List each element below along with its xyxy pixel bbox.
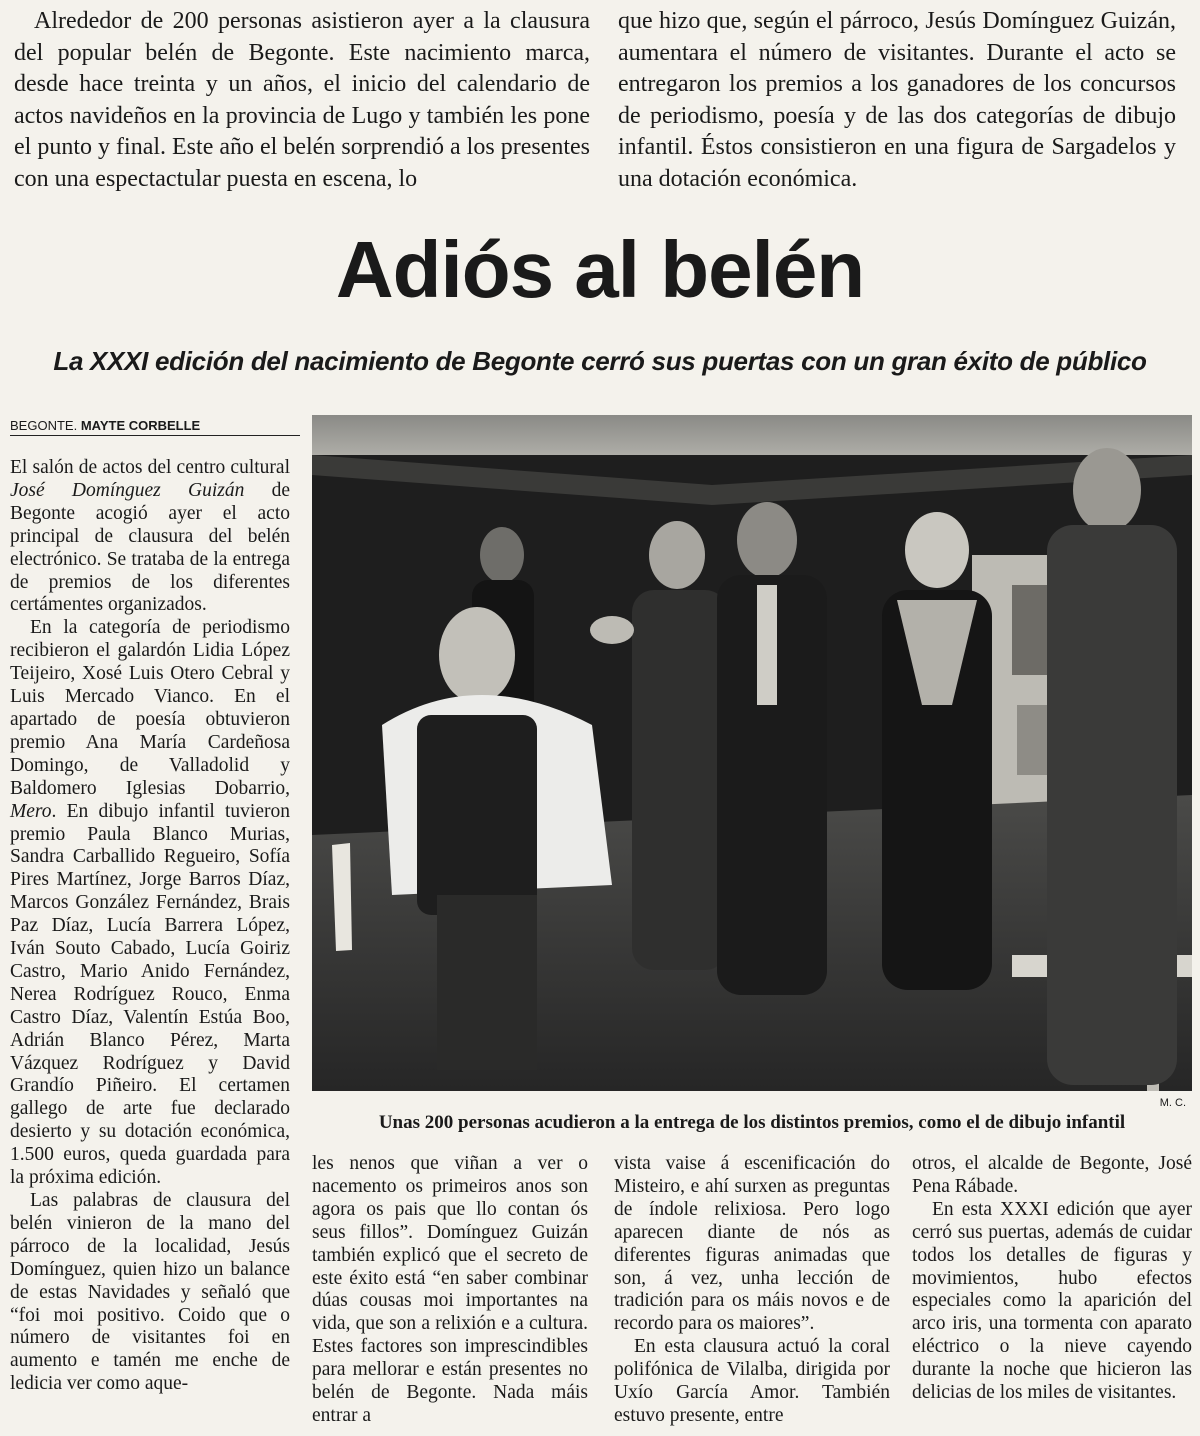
news-photo	[312, 415, 1192, 1091]
headline: Adiós al belén	[335, 225, 865, 314]
lede-right-column: que hizo que, según el párroco, Jesús Domínguez Guizán, aumentara el número de visitantes. Durante el acto se entregaron los premios a los ganadores de los concursos de periodismo, poesía y de las dos categorías de dibujo infantil. Éstos consistieron en una figura de Sargadelos y una dotación económica.	[618, 8, 1176, 192]
text-run: . En dibujo infantil tuvieron premio Paula Blanco Murias, Sandra Carballido Regueiro, Sofía Pires Martínez, Jorge Barros Díaz, Marcos González Fernández, Brais Paz Díaz, Lucía Barrera López, Iván Souto Cabado, Lucía Goiriz Castro, Mario Anido Fernández, Nerea Rodríguez Rouco, Enma Castro Díaz, Valentín Estúa Boo, Adrián Blanco Pérez, Marta Vázquez Rodríguez y David Grandío Piñeiro. El certamen gallego de arte fue declarado desierto y su dotación económica, 1.500 euros, queda guardada para la próxima edición.	[10, 800, 290, 1189]
byline	[10, 417, 300, 436]
body-column-3	[614, 1153, 890, 1428]
body-column-1	[10, 457, 290, 1432]
body-column-4	[912, 1153, 1192, 1405]
body-paragraph: En esta clausura actuó la coral polifónica de Vilalba, dirigida por Uxío García Amor. También estuvo presente, entre	[614, 1336, 890, 1426]
body-paragraph: vista vaise á escenificación do Misteiro, e ahí surxen as preguntas de índole relixiosa. Pero logo aparecen diante de nós as diferentes figuras animadas que son, á vez, unha lección de tradición para os máis novos e de recordo para os maiores”.	[614, 1153, 890, 1335]
body-paragraph	[10, 617, 290, 1190]
lede-left-column: Alrededor de 200 personas asistieron ayer a la clausura del popular belén de Begonte. Este nacimiento marca, desde hace treinta y un años, el inicio del calendario de actos navideños en la provincia de Lugo y también les pone el punto y final. Este año el belén sorprendió a los presentes con una espectactular puesta en escena, lo	[14, 8, 590, 192]
body-paragraph	[10, 457, 290, 617]
body-column-2	[312, 1153, 588, 1428]
text-run: El salón de actos del centro cultural	[10, 457, 290, 478]
text-run: En la categoría de periodismo recibieron el galardón Lidia López Teijeiro, Xosé Luis Otero Cebral y Luis Mercado Vianco. En el apartado de poesía obtuvieron premio Ana María Cardeñosa Domingo, de Valladolid y Baldomero Iglesias Dobarrio,	[10, 617, 290, 799]
body-paragraph: les nenos que viñan a ver o nacemento os primeiros anos son agora os pais que llo contan ós seus fillos”. Domínguez Guizán también explicó que el secreto de este éxito está “en saber combinar dúas cousas moi importantes na vida, que son a relixión e a cultura. Estes factores son imprescindibles para mellorar e están presentes no belén de Begonte. Nada máis entrar a	[312, 1153, 588, 1426]
photo-caption: Unas 200 personas acudieron a la entrega de los distintos premios, como el de dibujo infantil	[378, 1112, 1126, 1133]
byline-author: MAYTE CORBELLE	[80, 418, 201, 433]
text-run: de Begonte acogió ayer el acto principal de clausura del belén electrónico. Se trataba de la entrega de premios de los diferentes certámentes organizados.	[10, 479, 290, 616]
body-paragraph: En esta XXXI edición que ayer cerró sus puertas, además de cuidar todos los detalles de figuras y movimientos, hubo efectos especiales como la aparición del arco iris, una tormenta con aparato eléctrico o la nieve cayendo durante la noche que hicieron las delicias de los miles de visitantes.	[912, 1198, 1192, 1404]
subheadline: La XXXI edición del nacimiento de Begonte cerró sus puertas con un gran éxito de público	[53, 346, 1147, 376]
nickname: Mero	[10, 800, 52, 822]
body-paragraph: Las palabras de clausura del belén vinieron de la mano del párroco de la localidad, Jesús Domínguez, quien hizo un balance de estas Navidades y señaló que “foi moi positivo. Coido que o número de visitantes foi en aumento e tamén me enche de ledicia ver como aque-	[10, 1190, 290, 1395]
photo-credit: M. C.	[1159, 1097, 1186, 1109]
byline-place: BEGONTE.	[10, 418, 78, 433]
venue-name: José Domínguez Guizán	[10, 479, 245, 501]
body-paragraph: otros, el alcalde de Begonte, José Pena Rábade.	[912, 1153, 1192, 1197]
